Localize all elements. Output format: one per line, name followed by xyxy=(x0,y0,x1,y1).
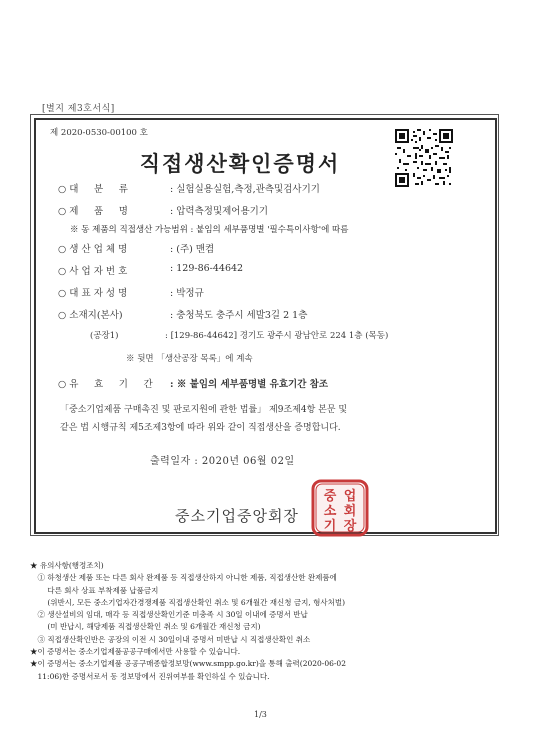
note-line: (미 반납시, 해당제품 직접생산확인 취소 및 6개월간 재신청 금지) xyxy=(30,622,261,632)
field-value: : 129-86-44642 xyxy=(170,263,244,274)
statement-line-1: 「중소기업제품 구매촉진 및 판로지원에 관한 법률」 제9조제4항 본문 및 xyxy=(60,405,348,415)
note-line: ② 생산설비의 임대, 매각 등 직접생산확인기준 미충족 시 30일 이내에 증명서 반납 xyxy=(30,610,308,620)
official-seal-icon xyxy=(310,478,370,538)
field-value: : 충청북도 충주시 세발3길 2 1층 xyxy=(170,310,308,321)
field-value: : ※ 붙임의 세부품명별 유효기간 참조 xyxy=(170,379,329,390)
statement-line-2: 같은 법 시행규칙 제5조제3항에 따라 위와 같이 직접생산을 증명합니다. xyxy=(60,423,341,433)
factory-label: (공장1) xyxy=(90,331,119,341)
field-label: ○ 대 표 자 성 명 xyxy=(58,288,128,299)
field-label: ○ 대 분 류 xyxy=(58,184,128,195)
note-line: ★이 증명서는 중소기업제품 공공구매종합정보망(www.smpp.go.kr)을 통해 출력(2020-06-02 xyxy=(30,659,346,669)
field-label: ○ 제 품 명 xyxy=(58,206,128,217)
svg-text:장: 장 xyxy=(343,519,357,534)
notes-heading: ★ 유의사항(행정조치) xyxy=(30,561,104,570)
field-label: ○ 사 업 자 번 호 xyxy=(58,266,128,277)
field-label: ○ 소재지(본사) xyxy=(58,310,123,321)
svg-text:업: 업 xyxy=(343,489,357,504)
notes-section xyxy=(30,560,500,683)
form-label: [별지 제3호서식] xyxy=(42,104,115,114)
note-line: 다른 회사 상표 부착제품 납품금지 xyxy=(30,585,159,595)
svg-text:소: 소 xyxy=(323,504,337,519)
factory-value: : [129-86-44642] 경기도 광주시 광남안로 224 1층 (목동) xyxy=(165,331,389,341)
issuer-name: 중소기업중앙회장 xyxy=(175,507,299,525)
print-date: 출력일자 : 2020년 06월 02일 xyxy=(150,456,295,467)
certificate-title: 직접생산확인증명서 xyxy=(139,151,341,176)
note-line: ★이 증명서는 중소기업제품공공구매에서만 사용할 수 있습니다. xyxy=(30,647,241,657)
note-line: ① 하청생산 제품 또는 다른 회사 완제품 등 직접생산하지 아니한 제품, 직접생산한 완제품에 xyxy=(30,573,337,583)
svg-text:중: 중 xyxy=(323,489,337,504)
note-line: ③ 직접생산확인반은 공장의 이전 시 30일이내 증명서 미반납 시 직접생산확인 취소 xyxy=(30,634,311,644)
field-value: : (주) 맨켬 xyxy=(170,244,215,255)
svg-text:회: 회 xyxy=(343,504,357,519)
document-number: 제 2020-0530-00100 호 xyxy=(50,128,148,138)
svg-text:기: 기 xyxy=(323,519,337,534)
field-value: : 박정규 xyxy=(170,288,204,299)
note-line: (위반시, 모든 중소기업자간경쟁제품 직접생산확인 취소 및 6개월간 재신청 금지, 형사처벌) xyxy=(30,597,346,607)
scope-note: ※ 동 제품의 직접생산 가능범위 : 붙임의 세부품명별 '필수특이사항'에 따름 xyxy=(70,225,349,235)
qr-code-icon xyxy=(395,129,453,187)
note-line: 11:06)한 증명서로서 동 정보망에서 진위여부를 확인하실 수 있습니다. xyxy=(30,671,270,681)
field-label: ○ 생 산 업 체 명 xyxy=(58,244,128,255)
continued-note: ※ 뒷면 「생산공장 목록」에 계속 xyxy=(126,354,253,364)
page-number: 1/3 xyxy=(254,710,267,719)
field-label: ○ 유 효 기 간 xyxy=(58,379,153,390)
field-value: : 실험실용실험,측정,관측및검사기기 xyxy=(170,184,320,195)
field-value: : 압력측정및제어용기기 xyxy=(170,206,269,217)
